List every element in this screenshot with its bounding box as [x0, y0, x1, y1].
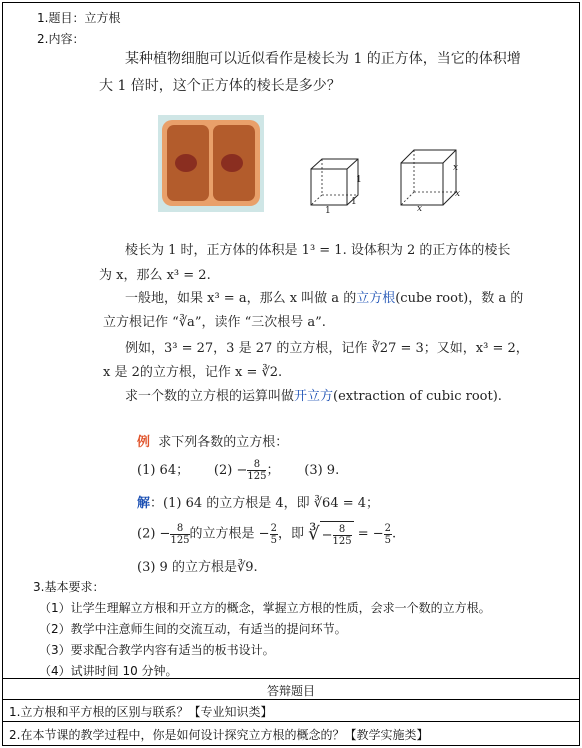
topic-label: 1.题目：立方根	[37, 11, 121, 25]
paragraph-1-line-1: 棱长为 1 时，正方体的体积是 1³ = 1. 设体积为 2 的正方体的棱长	[125, 243, 511, 258]
table-divider-bottom	[3, 721, 579, 722]
paragraph-3-line-1: 例如，3³ = 27，3 是 27 的立方根，记作 ∛27 = 3；又如，x³ = 2，	[125, 341, 529, 356]
requirements-heading: 3.基本要求：	[33, 580, 105, 594]
small-cube-label-depth: 1	[351, 197, 357, 207]
paragraph-3-line-2: x 是 2的立方根，记作 x = ∛2.	[103, 365, 283, 380]
large-cube-diagram	[396, 145, 460, 215]
document-page	[2, 2, 580, 746]
solution-3: (3) 9 的立方根是∛9.	[137, 560, 258, 575]
extraction-term: 开立方	[294, 389, 334, 404]
requirement-item-4: （4）试讲时间 10 分钟。	[39, 664, 178, 678]
small-cube-label-height: 1	[356, 175, 362, 185]
requirement-item-3: （3）要求配合教学内容有适当的板书设计。	[39, 643, 275, 657]
qa-question-2: 2.在本节课的教学过程中，你是如何设计探究立方根的概念的？【教学实施类】	[9, 728, 429, 742]
paragraph-2-line-1: 一般地，如果 x³ = a，那么 x 叫做 a 的立方根(cube root)，数 a 的	[125, 291, 524, 306]
example-label: 例	[137, 435, 151, 450]
requirement-item-2: （2）教学中注意师生间的交流互动，有适当的提问环节。	[39, 622, 347, 636]
small-cube-label-width: 1	[325, 206, 331, 216]
solution-label: 解	[137, 496, 151, 511]
large-cube-label-width: x	[417, 204, 423, 214]
cube-root-term: 立方根	[356, 291, 396, 306]
paragraph-4: 求一个数的立方根的运算叫做开立方(extraction of cubic root).	[125, 389, 502, 404]
qa-question-1: 1.立方根和平方根的区别与联系？【专业知识类】	[9, 705, 273, 719]
intro-line-2: 大 1 倍时，这个正方体的棱长是多少？	[99, 78, 341, 94]
plant-cell-image	[158, 115, 264, 212]
paragraph-1-line-2: 为 x，那么 x³ = 2.	[99, 268, 211, 283]
large-cube-label-depth: x	[455, 189, 461, 199]
example-heading: 例 求下列各数的立方根：	[137, 435, 289, 450]
example-items: (1) 64； (2) − $\frac{8}{125}$ ； (3) 9.	[137, 459, 340, 482]
solution-2: (2) − $\frac{8}{125}$ 的立方根是 − $\frac{2}{5}$ ，即 ∛ − $\frac{8}{125}$ = − $\frac{2}{5}$ .	[137, 522, 397, 547]
table-divider-top	[3, 678, 579, 679]
intro-line-1: 某种植物细胞可以近似看作是棱长为 1 的正方体，当它的体积增	[125, 51, 521, 67]
content-label: 2.内容：	[37, 32, 85, 46]
large-cube-label-height: x	[453, 163, 459, 173]
qa-heading: 答辩题目	[266, 684, 315, 698]
paragraph-2-line-2: 立方根记作 “∛a”，读作 “三次根号 a”.	[103, 315, 326, 330]
table-divider-middle	[3, 699, 579, 700]
solution-1: 解：(1) 64 的立方根是 4，即 ∛64 = 4；	[137, 496, 380, 511]
requirement-item-1: （1）让学生理解立方根和开立方的概念，掌握立方根的性质，会求一个数的立方根。	[39, 601, 491, 615]
